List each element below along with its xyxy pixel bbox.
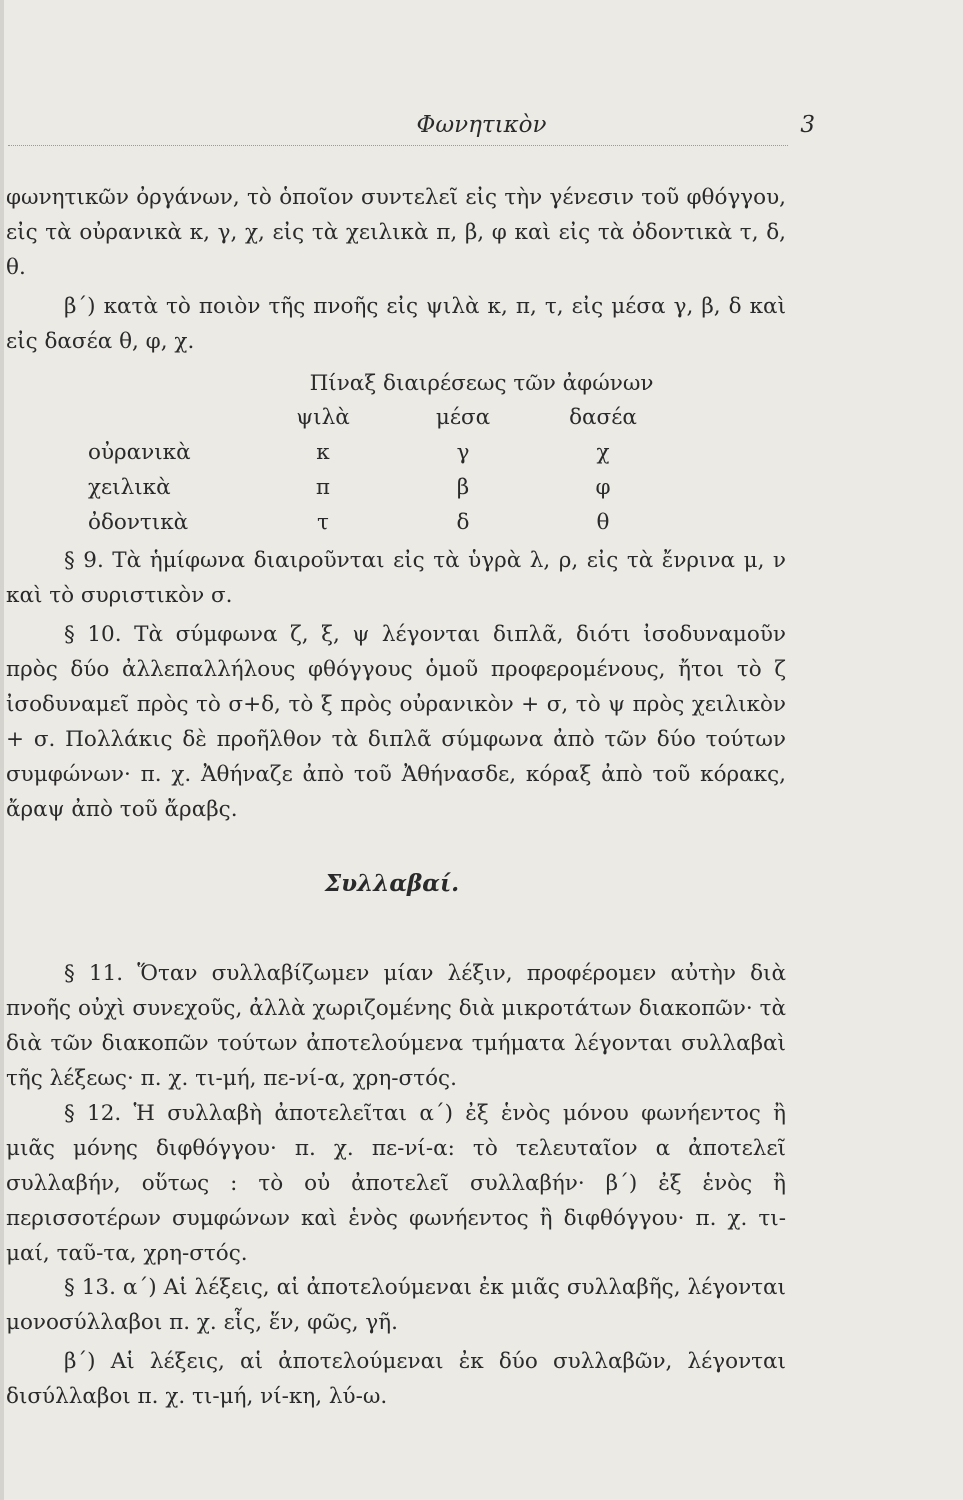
header-rule	[8, 145, 788, 146]
paragraph-section-12	[6, 1096, 786, 1271]
paragraph-text: § 11. Ὅταν συλλαβίζωμεν μίαν λέξιν, προφέρομεν αὐτὴν διὰ πνοῆς οὐχὶ συνεχοῦς, ἀλλὰ χωριζομένης διὰ μικροτάτων διακοπῶν· τὰ διὰ τῶν διακοπῶν τούτων ἀποτελούμενα τμήματα λέγονται συλλαβαὶ τῆς λέξεως· π. χ. τι-μή, πε-νί-α, χρη-στός.	[6, 961, 786, 1091]
table-cell: δ	[456, 510, 470, 535]
table-row	[88, 435, 688, 470]
paragraph-section-10	[6, 617, 786, 827]
table-header-row	[88, 400, 688, 435]
table-cell: τ	[317, 510, 329, 535]
paragraph-section-13b	[6, 1344, 786, 1414]
column-header: ψιλὰ	[296, 405, 350, 430]
paragraph-section-9	[6, 543, 786, 613]
paragraph-text: § 10. Τὰ σύμφωνα ζ, ξ, ψ λέγονται διπλᾶ, διότι ἰσοδυναμοῦν πρὸς δύο ἀλλεπαλλήλους φθόγγους ὁμοῦ προφερομένους, ἤτοι τὸ ζ ἰσοδυναμεῖ πρὸς τὸ σ+δ, τὸ ξ πρὸς οὐρανικὸν + σ, τὸ ψ πρὸς χειλικὸν + σ. Πολλάκις δὲ προῆλθον τὰ διπλᾶ σύμφωνα ἀπὸ τῶν δύο τούτων συμφώνων· π. χ. Ἀθήναζε ἀπὸ τοῦ Ἀθήνασδε, κόραξ ἀπὸ τοῦ κόρακς, ἄραψ ἀπὸ τοῦ ἄραβς.	[6, 622, 786, 822]
section-heading: Συλλαβαί.	[324, 870, 460, 897]
consonant-table	[88, 400, 688, 540]
page-header	[0, 112, 963, 146]
row-label: οὐρανικὰ	[88, 440, 191, 465]
page-number: 3	[800, 112, 815, 138]
paragraph-section-11	[6, 956, 786, 1096]
table-corner	[88, 400, 238, 435]
paragraph-text: β΄) κατὰ τὸ ποιὸν τῆς πνοῆς εἰς ψιλὰ κ, π, τ, εἰς μέσα γ, β, δ καὶ εἰς δασέα θ, φ, χ.	[6, 294, 786, 354]
column-header: μέσα	[435, 405, 491, 430]
row-label: χειλικὰ	[88, 475, 171, 500]
paragraph-text: § 9. Τὰ ἡμίφωνα διαιροῦνται εἰς τὰ ὑγρὰ λ, ρ, εἰς τὰ ἔνρινα μ, ν καὶ τὸ συριστικὸν σ.	[6, 548, 786, 608]
paragraph-text: § 13. α΄) Αἱ λέξεις, αἱ ἀποτελούμεναι ἐκ μιᾶς συλλαβῆς, λέγονται μονοσύλλαβοι π. χ. εἷς, ἕν, φῶς, γῆ.	[6, 1275, 786, 1335]
row-label: ὀδοντικὰ	[88, 510, 189, 535]
table-cell: γ	[456, 440, 470, 465]
paragraph-2	[6, 289, 786, 359]
table-cell: β	[456, 475, 470, 500]
table-cell: π	[315, 475, 331, 500]
page-edge	[0, 0, 4, 1500]
table-cell: φ	[595, 475, 611, 500]
running-head: Φωνητικὸν	[416, 112, 547, 138]
table-cell: θ	[596, 510, 610, 535]
table-cell: κ	[316, 440, 330, 465]
table-row	[88, 505, 688, 540]
paragraph-1	[6, 180, 786, 285]
paragraph-text: β΄) Αἱ λέξεις, αἱ ἀποτελούμεναι ἐκ δύο συλλαβῶν, λέγονται δισύλλαβοι π. χ. τι-μή, νί-κη, λύ-ω.	[6, 1349, 786, 1409]
paragraph-text: φωνητικῶν ὀργάνων, τὸ ὁποῖον συντελεῖ εἰς τὴν γένεσιν τοῦ φθόγγου, εἰς τὰ οὐρανικὰ κ, γ, χ, εἰς τὰ χειλικὰ π, β, φ καὶ εἰς τὰ ὀδοντικὰ τ, δ, θ.	[6, 185, 786, 280]
table-title: Πίναξ διαιρέσεως τῶν ἀφώνων	[309, 371, 654, 396]
paragraph-section-13a	[6, 1270, 786, 1340]
table-cell: χ	[596, 440, 610, 465]
paragraph-text: § 12. Ἡ συλλαβὴ ἀποτελεῖται α΄) ἐξ ἑνὸς μόνου φωνήεντος ἢ μιᾶς μόνης διφθόγγου· π. χ. πε-νί-α: τὸ τελευταῖον α ἀποτελεῖ συλλαβήν, οὕτως : τὸ οὐ ἀποτελεῖ συλλαβήν· β΄) ἐξ ἑνὸς ἢ περισσοτέρων συμφώνων καὶ ἑνὸς φωνήεντος ἢ διφθόγγου· π. χ. τι-μαί, ταῦ-τα, χρη-στός.	[6, 1101, 786, 1266]
column-header: δασέα	[569, 405, 637, 430]
table-row	[88, 470, 688, 505]
